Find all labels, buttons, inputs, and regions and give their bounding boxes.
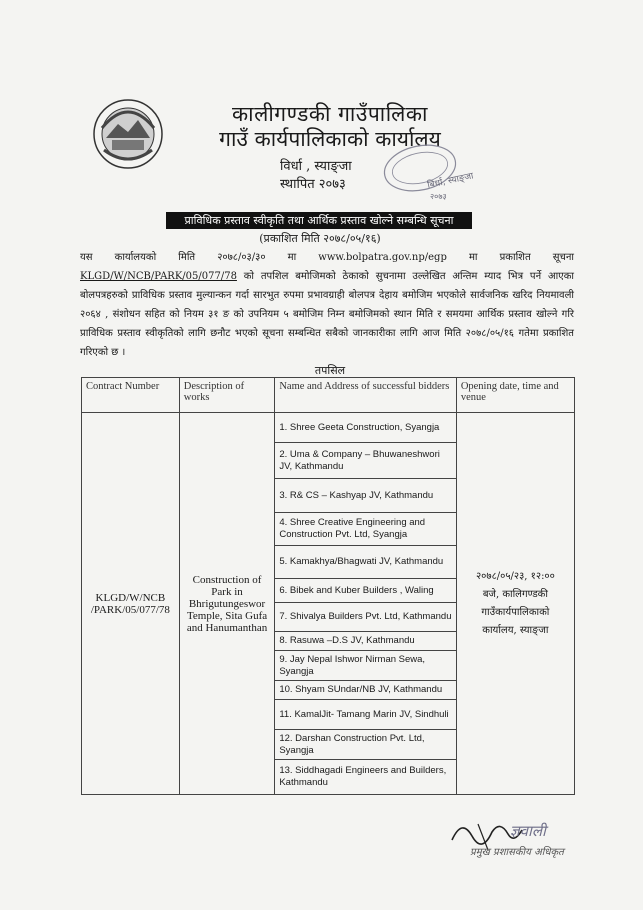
table-caption: तपसिल [314, 364, 346, 377]
stamp-year-text: २०७३ [430, 192, 447, 201]
notice-title: प्राविधिक प्रस्ताव स्वीकृति तथा आर्थिक प्रस्ताव खोल्ने सम्बन्धि सूचना [166, 212, 472, 229]
bidders-cell [275, 413, 456, 795]
bidder-item: 12. Darshan Construction Pvt. Ltd, Syangja [275, 730, 455, 760]
signature-name: ज्ञवाली [510, 822, 546, 840]
published-date: (प्रकाशित मिति २०७८/०५/१६) [259, 232, 381, 245]
bidder-item: 6. Bibek and Kuber Builders , Waling [275, 579, 455, 603]
bidder-item: 3. R& CS – Kashyap JV, Kathmandu [275, 479, 455, 513]
bidders-table [81, 377, 575, 795]
opening-venue-line1: बजे, कालिगण्डकी [482, 588, 548, 600]
header-description: Description of works [179, 378, 275, 413]
opening-venue-line2: गाउँकार्यपालिकाको [481, 606, 550, 618]
office-address: विर्धा , स्याङ्जा [280, 159, 352, 174]
established-year: स्थापित २०७३ [280, 177, 346, 192]
office-name: गाउँ कार्यपालिकाको कार्यालय [219, 127, 441, 151]
opening-cell [456, 413, 574, 795]
bidder-item: 11. KamalJit- Tamang Marin JV, Sindhuli [275, 700, 455, 730]
notice-body-part1: यस कार्यालयको मिति २०७८/०३/३० मा www.bolpatra.gov.np/egp मा प्रकाशित सूचना [80, 252, 574, 263]
bidder-item: 13. Siddhagadi Engineers and Builders, Kathmandu [279, 765, 447, 788]
bidder-item: 8. Rasuwa –D.S JV, Kathmandu [275, 632, 455, 651]
header-opening: Opening date, time and venue [456, 378, 574, 413]
opening-venue-line3: कार्यालय, स्याङ्जा [482, 624, 549, 636]
description-cell: Construction of Park in Bhrigutungeswor Temple, Sita Gufa and Hanumanthan [179, 413, 275, 795]
bidder-item: 5. Kamakhya/Bhagwati JV, Kathmandu [275, 546, 455, 579]
table-row [82, 413, 575, 795]
contract-reference: KLGD/W/NCB/PARK/05/077/78 [80, 271, 237, 282]
signatory-title: प्रमुख प्रशासकीय अधिकृत [470, 847, 564, 858]
header-bidders: Name and Address of successful bidders [275, 378, 456, 413]
table-header-row [82, 378, 575, 413]
bidder-item: 1. Shree Geeta Construction, Syangja [275, 413, 455, 443]
bidder-item: 10. Shyam SUndar/NB JV, Kathmandu [275, 681, 455, 700]
government-emblem-logo [92, 98, 164, 170]
bidder-item: 9. Jay Nepal Ishwor Nirman Sewa, Syangja [275, 651, 455, 681]
notice-body-part2: को तपशिल बमोजिमको ठेकाको सुचनामा उल्लेखित अन्तिम म्याद भित्र पर्ने आएका बोलपत्रहरुको प्राविधिक प्रस्ताव मुल्यान्कन गर्दा सारभुत रुपमा प्रभावग्राही बोलपत्र देहाय बमोजिम भएकोले सार्वजनिक खरिद नियमावली २०६४ , संशोधन सहित को नियम ३१ ङ को उपनियम ५ बमोजिम निम्न बमोजिमको स्थान मिति र समयमा आर्थिक प्रस्ताव खोल्ने गरि प्राविधिक प्रस्ताव स्वीकृतिको लागि छनौट भएको सूचना सम्बन्धित सबैको जानकारीका लागि आज मिति २०७८/०५/१६ गतेमा प्रकाशित गरिएको छ । [80, 271, 574, 358]
opening-date-time: २०७८/०५/२३, १२:०० [475, 570, 555, 582]
bidder-item: 4. Shree Creative Engineering and Construction Pvt. Ltd, Syangja [275, 513, 455, 546]
stamp-place-text: बिर्धा, स्याङ्जा [426, 171, 475, 191]
office-stamp [380, 140, 475, 202]
bidder-item: 7. Shivalya Builders Pvt. Ltd, Kathmandu [275, 603, 455, 632]
municipality-name: कालीगण्डकी गाउँपालिका [232, 102, 428, 126]
bidder-item: 2. Uma & Company – Bhuwaneshwori JV, Kathmandu [275, 443, 455, 479]
notice-body [80, 248, 574, 362]
contract-number-cell: KLGD/W/NCB /PARK/05/077/78 [82, 413, 180, 795]
header-contract-number: Contract Number [82, 378, 180, 413]
